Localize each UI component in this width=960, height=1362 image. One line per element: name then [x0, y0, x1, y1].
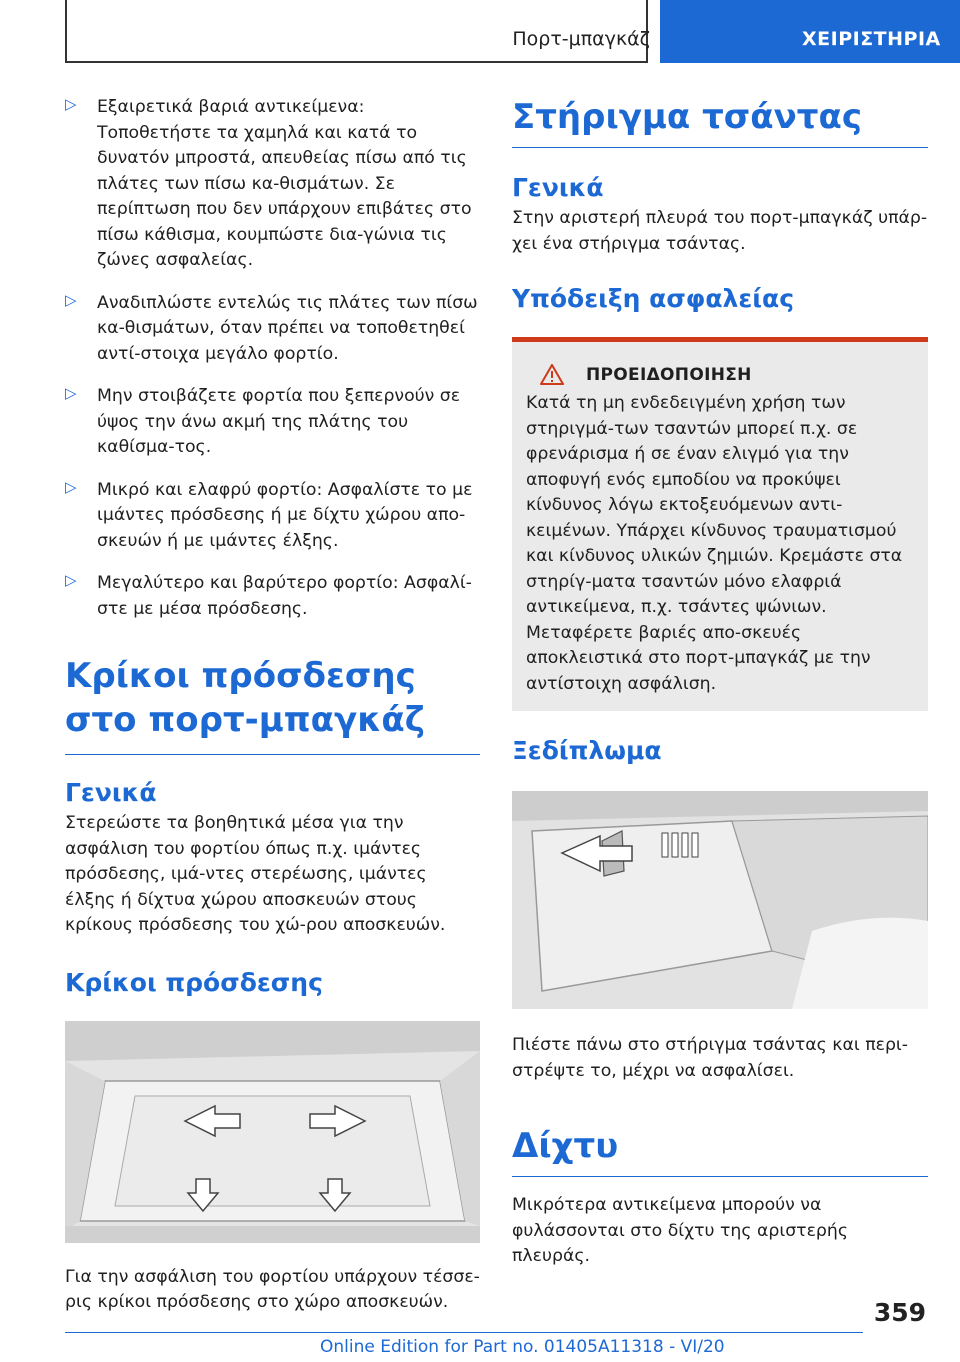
general-text-right: Στην αριστερή πλευρά του πορτ-μπαγκάζ υπάρ‐χει ένα στήριγμα τσάντας. [512, 208, 928, 254]
bullet-item: ▷ Εξαιρετικά βαριά αντικείμενα: Τοποθετήστε τα χαμηλά και κατά το δυνατόν μπροστά, απευθείας πίσω από τις πλάτες των πίσω κα‐θισμάτων. Σε περίπτωση που δεν υπάρχουν επιβάτες στο πίσω κάθισμα, κουμπώστε δια‐γώνια τις ζώνες ασφαλείας. [65, 95, 472, 270]
general-text-left: Στερεώστε τα βοηθητικά μέσα για την ασφάλιση του φορτίου όπως π.χ. ιμάντες πρόσδεσης, ιμά‐ντες στερέωσης, ιμάντες έλξης ή δίχτυα χώρου αποσκευών στους κρίκους πρόσδεσης του χώ‐ρου αποσκευών. [65, 813, 446, 935]
triangle-bullet-icon: ▷ [65, 290, 77, 309]
bullet-item: ▷ Αναδιπλώστε εντελώς τις πλάτες των πίσω κα‐θισμάτων, όταν πρέπει να τοποθετηθεί αντί‐στοιχα μεγάλο φορτίο. [65, 290, 478, 364]
subtitle-general-left: Γενικά [65, 778, 157, 807]
triangle-bullet-icon: ▷ [65, 95, 77, 113]
page-number: 359 [873, 1298, 926, 1327]
bullet-item: ▷ Μεγαλύτερο και βαρύτερο φορτίο: Ασφαλί‐στε με μέσα πρόσδεσης. [65, 571, 472, 619]
warning-text: Κατά τη μη ενδεδειγμένη χρήση των στηριγμά‐των τσαντών μπορεί π.χ. σε φρενάρισμα ή σε έναν ελιγμό για την αποφυγή ενός εμποδίου να προκύψει κίνδυνος λόγω εκτοξευόμενων αντι‐κειμένων. Υπάρχει κίνδυνος τραυματισμού και κίνδυνος υλικών ζημιών. Κρεμάστε στα στηρίγ‐ματα τσαντών μόνο ελαφριά αντικείμενα, π.χ. τσάντες ψώνιων. Μεταφέρετε βαριές απο‐σκευές αποκλειστικά στο πορτ-μπαγκάζ με την αντίστοιχη ασφάλιση. [526, 393, 903, 694]
subtitle-general-right: Γενικά [512, 173, 604, 202]
header-section: Πορτ-μπαγκάζ [512, 28, 650, 50]
triangle-bullet-icon: ▷ [65, 384, 77, 402]
warning-triangle-icon [540, 364, 564, 385]
left-column [65, 95, 480, 1316]
triangle-bullet-icon: ▷ [65, 477, 77, 496]
chapter-tab[interactable] [660, 0, 960, 63]
bullet-item: ▷ Μικρό και ελαφρύ φορτίο: Ασφαλίστε το με ιμάντες πρόσδεσης ή με δίχτυ χώρου απο‐σκευών ή με ιμάντες έλξης. [65, 477, 473, 551]
bag-holder-illustration [512, 791, 928, 1009]
warning-header [526, 364, 912, 385]
triangle-bullet-icon: ▷ [65, 571, 77, 589]
warning-label: ΠΡΟΕΙΔΟΠΟΙΗΣΗ [586, 364, 752, 385]
chapter-tab-label: ΧΕΙΡΙΣΤΗΡΙΑ [802, 28, 941, 50]
footer-divider [65, 1332, 863, 1333]
rings-text: Για την ασφάλιση του φορτίου υπάρχουν τέσσε‐ρις κρίκοι πρόσδεσης στο χώρο αποσκευών. [65, 1266, 480, 1312]
footer-edition: Online Edition for Part no. 01405A11318 - VI/20 [320, 1337, 725, 1357]
subtitle-safety: Υπόδειξη ασφαλείας [512, 284, 795, 313]
warning-box [512, 337, 928, 711]
unfold-text: Πιέστε πάνω στο στήριγμα τσάντας και περι‐στρέψτε το, μέχρι να ασφαλίσει. [512, 1035, 908, 1081]
section-title-rings: Κρίκοι πρόσδεσης στο πορτ-μπαγκάζ [65, 654, 480, 755]
trunk-rings-illustration [65, 1021, 480, 1243]
section-title-bag-holder: Στήριγμα τσάντας [512, 95, 928, 148]
bullet-item: ▷ Μην στοιβάζετε φορτία που ξεπερνούν σε ύψος την άνω ακμή της πλάτης του καθίσμα‐τος. [65, 384, 461, 457]
right-column [512, 95, 928, 1270]
net-text: Μικρότερα αντικείμενα μπορούν να φυλάσσονται στο δίχτυ της αριστερής πλευράς. [512, 1195, 848, 1266]
subtitle-unfold: Ξεδίπλωμα [512, 736, 662, 765]
subtitle-rings: Κρίκοι πρόσδεσης [65, 967, 323, 997]
section-title-net: Δίχτυ [512, 1124, 928, 1177]
